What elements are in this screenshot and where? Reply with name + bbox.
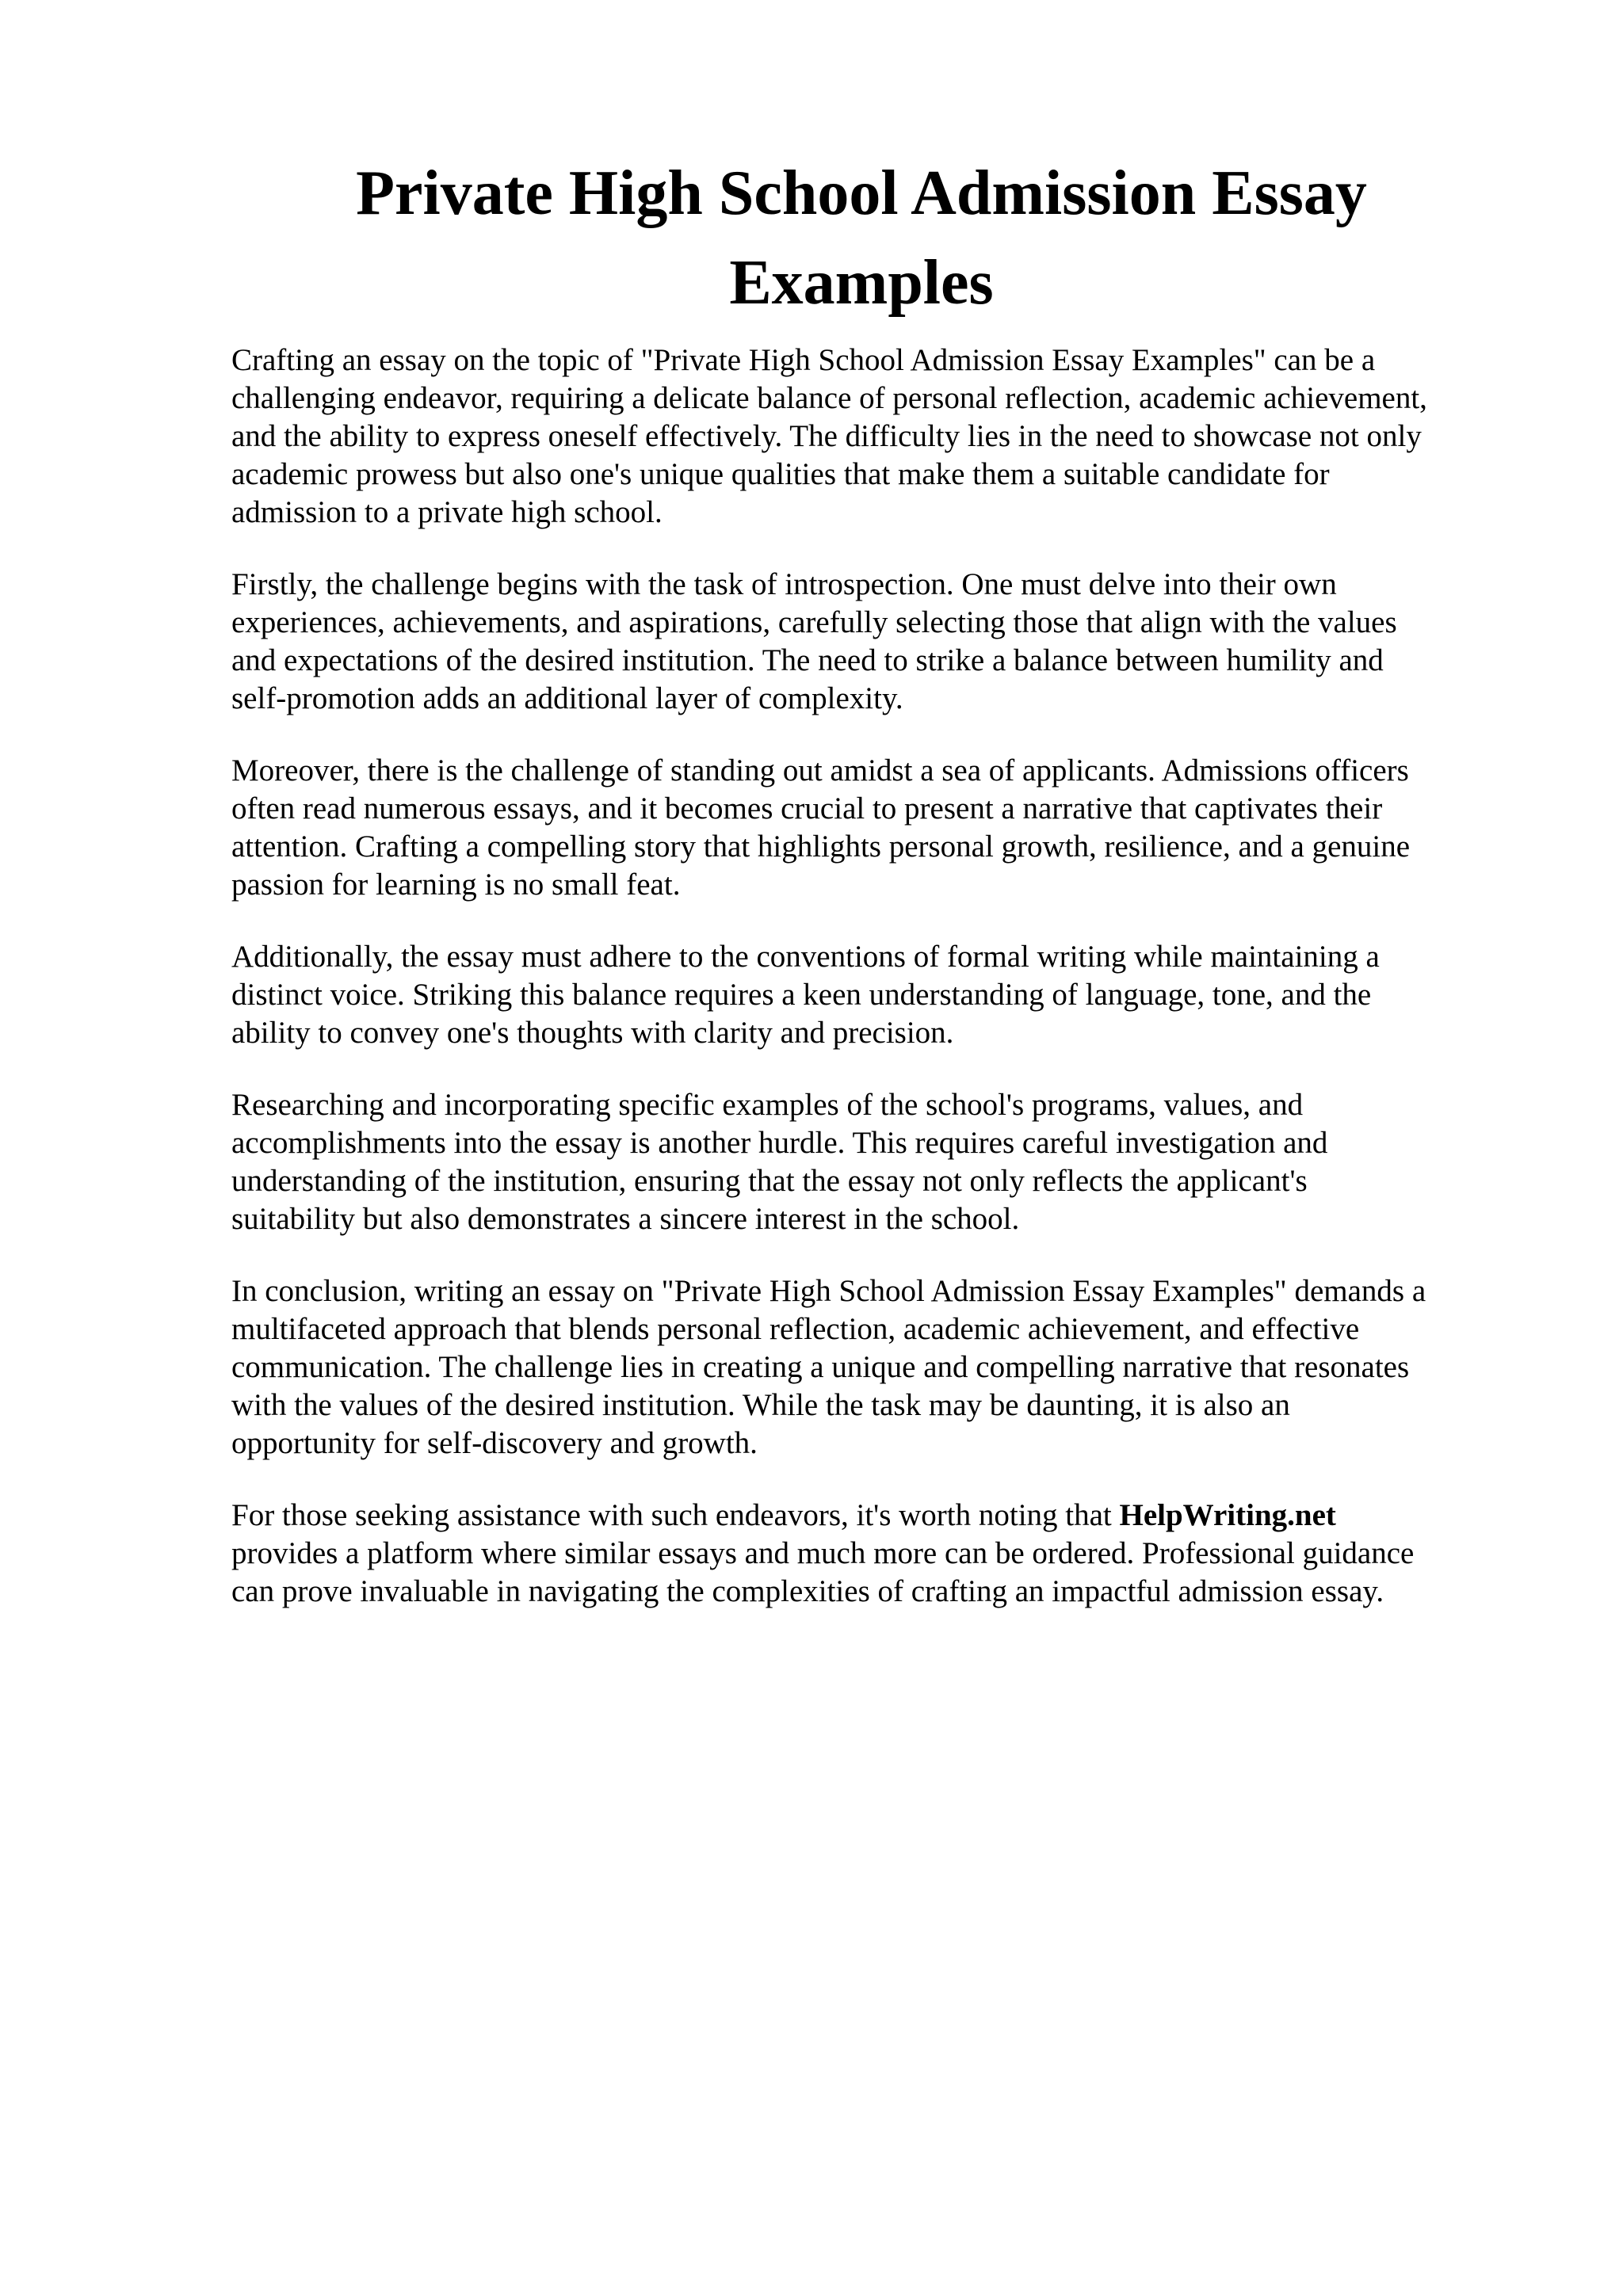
title-line: Examples <box>729 248 994 318</box>
essay-body <box>231 341 1515 1645</box>
text-line: often read numerous essays, and it becomes crucial to present a narrative that captivates their <box>231 791 1383 826</box>
text-line: suitability but also demonstrates a sincere interest in the school. <box>231 1202 1020 1236</box>
text-line: can prove invaluable in navigating the complexities of crafting an impactful admission essay. <box>231 1574 1384 1608</box>
text-line: Crafting an essay on the topic of "Private High School Admission Essay Examples" can be a <box>231 343 1376 377</box>
brand-name: HelpWriting.net <box>1119 1498 1336 1532</box>
paragraph-intro <box>231 341 1515 532</box>
text-line: provides a platform where similar essays and much more can be ordered. Professional guidance <box>231 1536 1415 1570</box>
text-line: multifaceted approach that blends personal reflection, academic achievement, and effective <box>231 1312 1360 1346</box>
text-line: and expectations of the desired institution. The need to strike a balance between humility and <box>231 643 1384 677</box>
text-line: academic prowess but also one's unique qualities that make them a suitable candidate for <box>231 457 1330 491</box>
text-line: distinct voice. Striking this balance requires a keen understanding of language, tone, and the <box>231 978 1372 1012</box>
text-line: experiences, achievements, and aspirations, carefully selecting those that align with the values <box>231 605 1397 639</box>
paragraph-standing-out <box>231 752 1515 904</box>
text-line: Additionally, the essay must adhere to the conventions of formal writing while maintaining a <box>231 940 1380 974</box>
text-line: ability to convey one's thoughts with clarity and precision. <box>231 1016 954 1050</box>
paragraph-research <box>231 1086 1515 1238</box>
text-line <box>231 1497 1515 1535</box>
text-line: Researching and incorporating specific examples of the school's programs, values, and <box>231 1088 1304 1122</box>
closing-prefix: For those seeking assistance with such endeavors, it's worth noting that <box>231 1498 1120 1532</box>
title-line: Private High School Admission Essay <box>356 158 1367 228</box>
text-line: Moreover, there is the challenge of standing out amidst a sea of applicants. Admissions officers <box>231 753 1409 788</box>
text-line: opportunity for self-discovery and growth. <box>231 1426 758 1460</box>
text-line: admission to a private high school. <box>231 495 663 529</box>
text-line: passion for learning is no small feat. <box>231 868 681 902</box>
paragraph-conventions <box>231 938 1515 1052</box>
text-line: In conclusion, writing an essay on "Private High School Admission Essay Examples" demands a <box>231 1274 1426 1308</box>
paragraph-conclusion <box>231 1272 1515 1463</box>
text-line: self-promotion adds an additional layer of complexity. <box>231 681 903 715</box>
text-line: with the values of the desired institution. While the task may be daunting, it is also an <box>231 1388 1290 1422</box>
text-line: and the ability to express oneself effectively. The difficulty lies in the need to showcase not only <box>231 419 1422 453</box>
page-title <box>230 149 1493 328</box>
text-line: challenging endeavor, requiring a delicate balance of personal reflection, academic achievement, <box>231 381 1427 415</box>
paragraph-introspection <box>231 566 1515 718</box>
text-line: communication. The challenge lies in creating a unique and compelling narrative that resonates <box>231 1350 1410 1384</box>
text-line: Firstly, the challenge begins with the task of introspection. One must delve into their own <box>231 567 1337 601</box>
text-line: accomplishments into the essay is another hurdle. This requires careful investigation and <box>231 1126 1328 1160</box>
text-line: attention. Crafting a compelling story that highlights personal growth, resilience, and a genuine <box>231 830 1411 864</box>
text-line: understanding of the institution, ensuring that the essay not only reflects the applicant's <box>231 1164 1308 1198</box>
paragraph-closing <box>231 1497 1515 1611</box>
